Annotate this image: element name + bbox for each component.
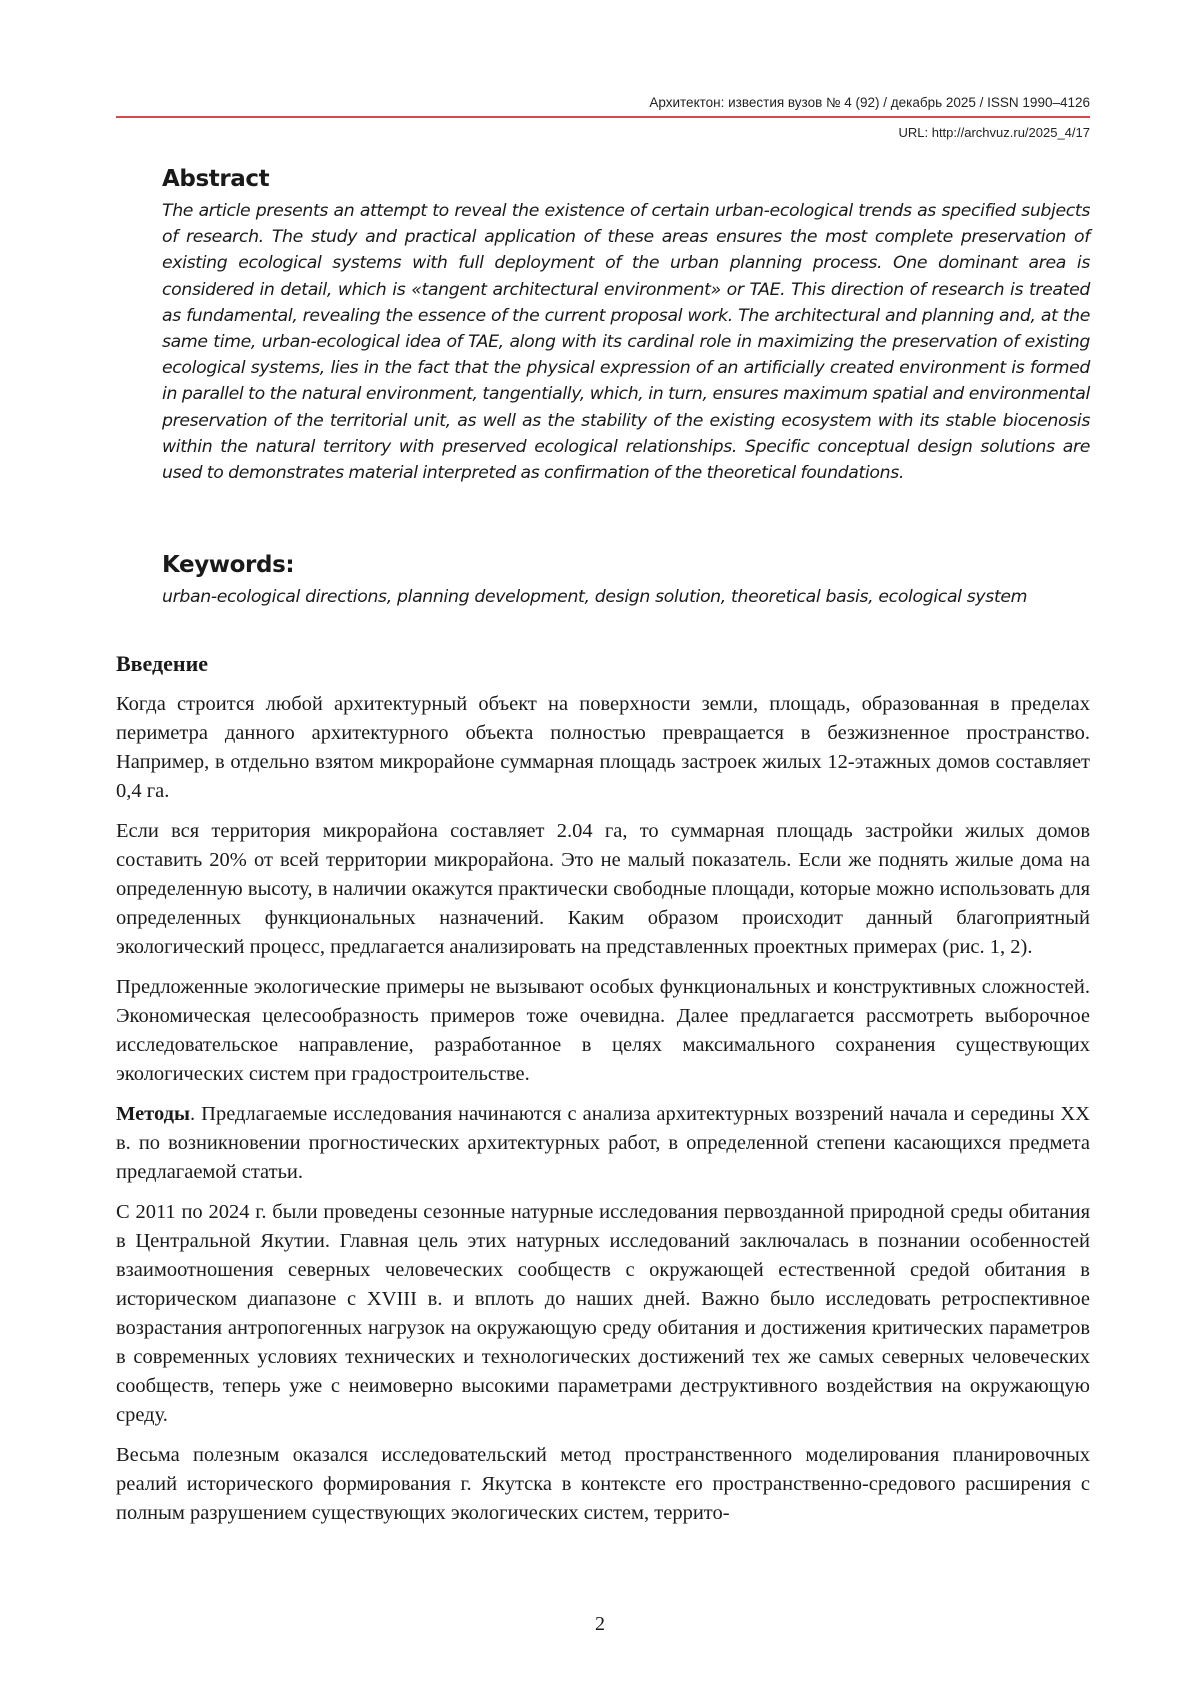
keywords-title: Keywords:	[162, 552, 295, 578]
keywords-section	[162, 550, 1090, 610]
paragraph: Когда строится любой архитектурный объект на поверхности земли, площадь, образованная в пределах периметра данного архитектурного объекта полностью превращается в безжизненное пространство. Например, в отдельно взятом микрорайоне суммарная площадь застроек жилых 12-этажных домов составляет 0,4 га.	[116, 693, 1090, 802]
header-divider	[116, 116, 1090, 118]
page-number: 2	[595, 1613, 605, 1635]
abstract-title: Abstract	[162, 166, 270, 192]
running-header	[116, 94, 1090, 142]
methods-paragraph	[116, 1100, 1090, 1187]
article-url: URL: http://archvuz.ru/2025_4/17	[898, 125, 1090, 140]
article-body	[116, 650, 1090, 1539]
paragraph: С 2011 по 2024 г. были проведены сезонные натурные исследования первозданной природной среды обитания в Центральной Якутии. Главная цель этих натурных исследований заключалась в познании особенностей взаимоотношения северных человеческих сообществ с окружающей естественной средой обитания в историческом диапазоне с XVIII в. и вплоть до наших дней. Важно было исследовать ретроспективное возрастания антропогенных нагрузок на окружающую среду обитания и достижения критических параметров в современных условиях технических и технологических достижений тех же самых северных человеческих сообществ, теперь уже с неимоверно высокими параметрами деструктивного воздействия на окружающую среду.	[116, 1201, 1090, 1426]
abstract-section	[162, 164, 1090, 486]
paragraph: Весьма полезным оказался исследовательский метод пространственного моделирования планировочных реалий исторического формирования г. Якутска в контексте его пространственно-средового расширения с полным разрушением существующих экологических систем, террито-	[116, 1444, 1090, 1524]
abstract-text: The article presents an attempt to reveal the existence of certain urban-ecological trends as specified subjects of research. The study and practical application of these areas ensures the most complete preservation of existing ecological systems with full deployment of the urban planning process. One dominant area is considered in detail, which is «tangent architectural environment» or TAE. This direction of research is treated as fundamental, revealing the essence of the current proposal work. The architectural and planning and, at the same time, urban-ecological idea of TAE, along with its cardinal role in maximizing the preservation of existing ecological systems, lies in the fact that the physical expression of an artificially created environment is formed in parallel to the natural environment, tangentially, which, in turn, ensures maximum spatial and environmental preservation of the territorial unit, as well as the stability of the existing ecosystem with its stable biocenosis within the natural territory with preserved ecological relationships. Specific conceptual design solutions are used to demonstrates material interpreted as confirmation of the theoretical foundations.	[162, 201, 1090, 484]
introduction-heading: Введение	[116, 651, 209, 676]
journal-info: Архитектон: известия вузов № 4 (92) / декабрь 2025 / ISSN 1990–4126	[649, 95, 1090, 110]
methods-lead: Методы	[116, 1103, 191, 1125]
paragraph: Если вся территория микрорайона составляет 2.04 га, то суммарная площадь застройки жилых домов составить 20% от всей территории микрорайона. Это не малый показатель. Если же поднять жилые дома на определенную высоту, в наличии окажутся практически свободные площади, которые можно использовать для определенных функциональных назначений. Каким образом происходит данный благоприятный экологический процесс, предлагается анализировать на представленных проектных примерах (рис. 1, 2).	[116, 820, 1090, 958]
keywords-text: urban-ecological directions, planning development, design solution, theoretical basis, ecological system	[162, 587, 1028, 607]
methods-text: . Предлагаемые исследования начинаются с анализа архитектурных воззрений начала и середины XX в. по возникновении прогностических архитектурных работ, в определенной степени касающихся предмета предлагаемой статьи.	[116, 1103, 1090, 1183]
paragraph: Предложенные экологические примеры не вызывают особых функциональных и конструктивных сложностей. Экономическая целесообразность примеров тоже очевидна. Далее предлагается рассмотреть выборочное исследовательское направление, разработанное в целях максимального сохранения существующих экологических систем при градостроительстве.	[116, 976, 1090, 1085]
